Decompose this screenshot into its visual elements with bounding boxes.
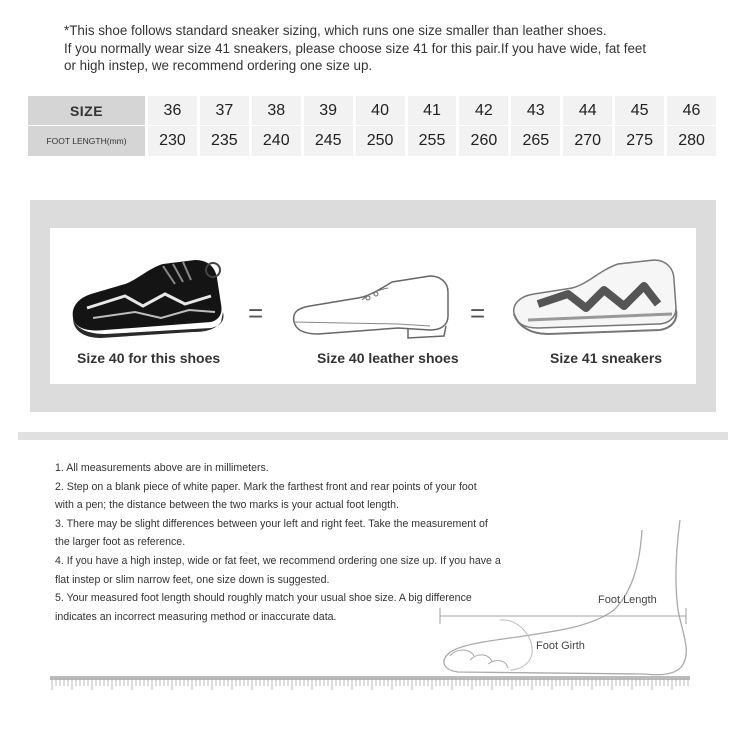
foot-length-cell: 240 [252, 126, 301, 156]
note-line: 3. There may be slight differences between your left and right feet. Take the measurement of [55, 517, 488, 530]
size-chart-table [28, 96, 716, 156]
foot-length-unit: (mm) [106, 136, 127, 146]
foot-length-header [28, 126, 145, 156]
size-cell: 37 [200, 96, 249, 126]
foot-length-label: Foot Length [598, 594, 657, 606]
foot-length-cell: 260 [459, 126, 508, 156]
note-line: the larger foot as reference. [55, 536, 186, 549]
foot-length-cell: 245 [304, 126, 353, 156]
size-comparison-panel [30, 200, 716, 412]
size-cell: 42 [459, 96, 508, 126]
caption-leather-shoe: Size 40 leather shoes [317, 350, 459, 366]
size-header: SIZE [28, 96, 145, 126]
note-line: 5. Your measured foot length should roughly match your usual shoe size. A big difference [55, 592, 472, 605]
foot-length-cell: 255 [408, 126, 457, 156]
size-cell: 38 [252, 96, 301, 126]
equals-sign-1: = [248, 298, 264, 328]
foot-length-header-text: FOOT LENGTH [46, 136, 107, 146]
size-cell: 39 [304, 96, 353, 126]
sneaker-icon [508, 256, 686, 344]
size-cell: 45 [615, 96, 664, 126]
size-cell: 36 [148, 96, 197, 126]
note-line: 1. All measurements above are in millimeters. [55, 462, 269, 474]
foot-length-cell: 250 [356, 126, 405, 156]
leather-shoe-icon [288, 264, 458, 344]
caption-this-shoe: Size 40 for this shoes [77, 350, 221, 366]
foot-length-cell: 280 [667, 126, 716, 156]
foot-length-cell: 230 [148, 126, 197, 156]
size-cell: 44 [563, 96, 612, 126]
note-line: 4. If you have a high instep, wide or fat feet, we recommend ordering one size up. If you have a [55, 554, 501, 567]
size-cell: 46 [667, 96, 716, 126]
section-divider [18, 432, 728, 440]
size-cell: 40 [356, 96, 405, 126]
note-line: flat instep or slim narrow feet, one size down is suggested. [55, 573, 330, 586]
foot-measure-diagram [430, 520, 730, 690]
intro-line-2: If you normally wear size 41 sneakers, please choose size 41 for this pair.If you have wide, fat feet [64, 40, 647, 56]
note-line: with a pen; the distance between the two marks is your actual foot length. [55, 499, 399, 512]
size-cell: 43 [511, 96, 560, 126]
foot-length-cell: 270 [563, 126, 612, 156]
caption-sneaker: Size 41 sneakers [550, 350, 663, 366]
foot-girth-label: Foot Girth [536, 640, 585, 652]
sizing-intro [64, 22, 734, 75]
note-line: indicates an incorrect measuring method or inaccurate data. [55, 610, 337, 623]
foot-length-cell: 275 [615, 126, 664, 156]
foot-length-cell: 235 [200, 126, 249, 156]
intro-line-3: or high instep, we recommend ordering one size up. [64, 58, 373, 73]
foot-length-cell: 265 [511, 126, 560, 156]
size-cell: 41 [408, 96, 457, 126]
size-comparison-card [50, 228, 696, 384]
black-safety-shoe-icon [65, 256, 235, 344]
equals-sign-2: = [470, 298, 486, 328]
intro-line-1: *This shoe follows standard sneaker sizing, which runs one size smaller than leather shoes. [64, 23, 607, 38]
note-line: 2. Step on a blank piece of white paper. Mark the farthest front and rear points of your foot [55, 480, 477, 493]
ruler-scale [50, 676, 690, 690]
